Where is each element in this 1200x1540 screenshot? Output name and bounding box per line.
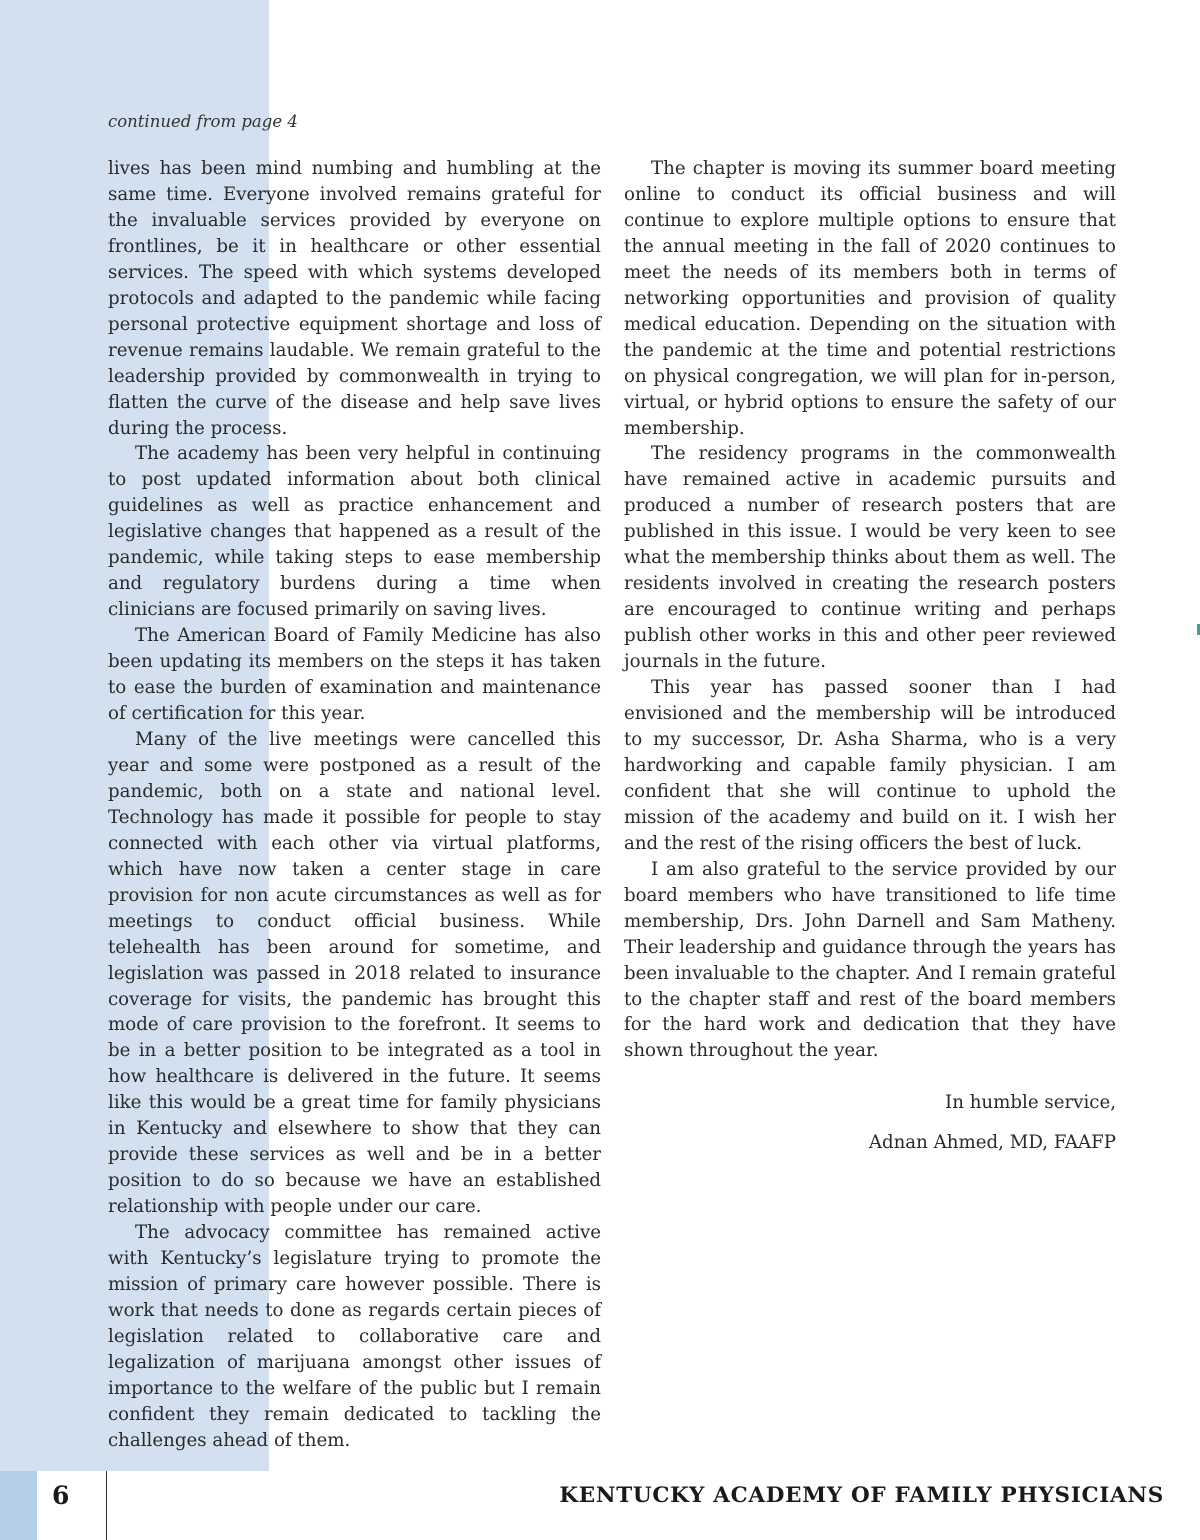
footer-color-block: [0, 1471, 37, 1540]
paragraph: The advocacy committee has remained active with Kentucky’s legislature trying to promote the mission of primary care however possible. There is work that needs to done as regards certain pieces of legislation related to collaborative care and legalization of marijuana amongst other issues of importance to the welfare of the public but I remain confident they remain dedicated to tackling the challenges ahead of them.: [108, 1222, 601, 1451]
signature: Adnan Ahmed, MD, FAAFP: [868, 1132, 1116, 1154]
right-column: [624, 156, 1116, 1156]
left-column: [108, 156, 601, 1454]
paragraph: Many of the live meetings were cancelled this year and some were postponed as a result of the pandemic, both on a state and national level. Technology has made it possible for people to stay connected with each other via virtual platforms, which have now taken a center stage in care provision for non acute circumstances as well as for meetings to conduct official business. While telehealth has been around for sometime, and legislation was passed in 2018 related to insurance coverage for visits, the pandemic has brought this mode of care provision to the forefront. It seems to be in a better position to be integrated as a tool in how healthcare is delivered in the future. It seems like this would be a great time for family physicians in Kentucky and elsewhere to show that they can provide these services as well and be in a better position to do so because we have an established relationship with people under our care.: [108, 728, 601, 1218]
paragraph: This year has passed sooner than I had envisioned and the membership will be introduced to my successor, Dr. Asha Sharma, who is a very hardworking and capable family physician. I am confident that she will continue to uphold the mission of the academy and build on it. I wish her and the rest of the rising officers the best of luck.: [624, 677, 1116, 854]
paragraph: The American Board of Family Medicine has also been updating its members on the steps it has taken to ease the burden of examination and maintenance of certification for this year.: [108, 625, 601, 725]
footer-divider: [106, 1471, 107, 1540]
paragraph: lives has been mind numbing and humbling at the same time. Everyone involved remains grateful for the invaluable services provided by everyone on frontlines, be it in healthcare or other essential services. The speed with which systems developed protocols and adapted to the pandemic while facing personal protective equipment shortage and loss of revenue remains laudable. We remain grateful to the leadership provided by commonwealth in trying to flatten the curve of the disease and help save lives during the process.: [108, 158, 601, 439]
paragraph: The academy has been very helpful in continuing to post updated information about both clinical guidelines as well as practice enhancement and legislative changes that happened as a result of the pandemic, while taking steps to ease membership and regulatory burdens during a time when clinicians are focused primarily on saving lives.: [108, 443, 601, 621]
paragraph: I am also grateful to the service provided by our board members who have transitioned to life time membership, Drs. John Darnell and Sam Matheny. Their leadership and guidance through the years has been invaluable to the chapter. And I remain grateful to the chapter staff and rest of the board members for the hard work and dedication that they have shown throughout the year.: [624, 858, 1116, 1062]
publication-name: KENTUCKY ACADEMY OF FAMILY PHYSICIANS: [559, 1483, 1164, 1508]
paragraph: The residency programs in the commonwealth have remained active in academic pursuits and produced a number of research posters that are published in this issue. I would be very keen to see what the membership thinks about them as well. The residents involved in creating the research posters are encouraged to continue writing and perhaps publish other works in this and other peer reviewed journals in the future.: [624, 443, 1116, 673]
closing-line: In humble service,: [945, 1092, 1116, 1114]
continued-note: continued from page 4: [108, 112, 298, 131]
paragraph: The chapter is moving its summer board meeting online to conduct its official business and will continue to explore multiple options to ensure that the annual meeting in the fall of 2020 continues to meet the needs of its members both in terms of networking opportunities and provision of quality medical education. Depending on the situation with the pandemic at the time and potential restrictions on physical congregation, we will plan for in-person, virtual, or hybrid options to ensure the safety of our membership.: [624, 158, 1116, 439]
page-number: 6: [52, 1481, 70, 1510]
